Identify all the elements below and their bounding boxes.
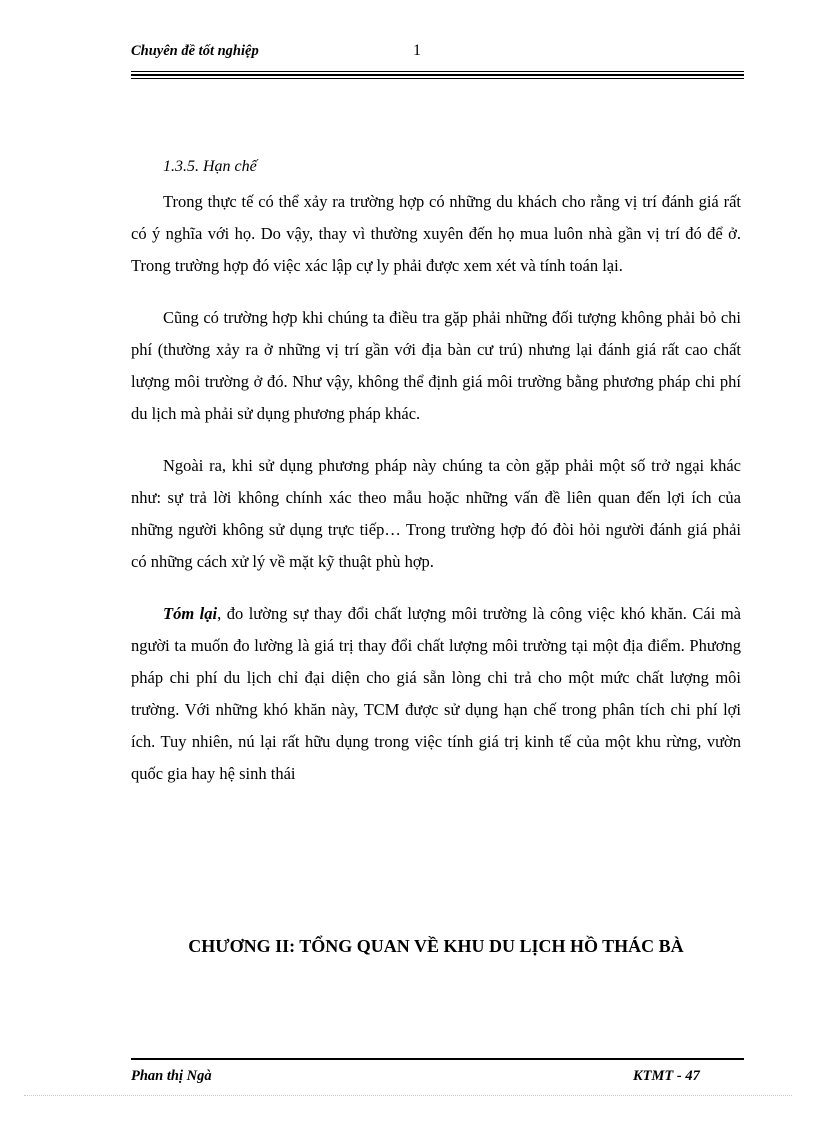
chapter-title: CHƯƠNG II: TỔNG QUAN VỀ KHU DU LỊCH HỒ THÁC BÀ bbox=[188, 936, 684, 956]
section-heading: 1.3.5. Hạn chế bbox=[163, 158, 257, 175]
paragraph: Cũng có trường hợp khi chúng ta điều tra gặp phải những đối tượng không phải bỏ chi phí (thường xảy ra ở những vị trí gần với địa bàn cư trú) nhưng lại đánh giá rất cao chất lượng môi trường ở đó. Như vậy, không thể định giá môi trường bằng phương pháp chi phí du lịch mà phải sử dụng phương pháp khác. bbox=[131, 308, 741, 423]
header-title: Chuyên đề tốt nghiệp bbox=[131, 43, 259, 59]
conclusion-text: , đo lường sự thay đổi chất lượng môi trường là công việc khó khăn. Cái mà người ta muốn đo lường là giá trị thay đổi chất lượng môi trường tại một địa điểm. Phương pháp chi phí du lịch chỉ đại diện cho giá sẵn lòng chi trả cho một mức chất lượng môi trường. Với những khó khăn này, TCM được sử dụng hạn chế trong phân tích chi phí lợi ích. Tuy nhiên, nú lại rất hữu dụng trong việc tính giá trị kinh tế của một khu rừng, vườn quốc gia hay hệ sinh thái bbox=[131, 604, 741, 783]
conclusion-paragraph bbox=[131, 598, 741, 790]
paragraph: Ngoài ra, khi sử dụng phương pháp này chúng ta còn gặp phải một số trở ngại khác như: sự trả lời không chính xác theo mẫu hoặc những vấn đề liên quan đến lợi ích của những người không sử dụng trực tiếp… Trong trường hợp đó đòi hỏi người đánh giá phải có những cách xử lý về mặt kỹ thuật phù hợp. bbox=[131, 456, 741, 571]
page-number: 1 bbox=[413, 42, 421, 59]
footer-class-code: KTMT - 47 bbox=[633, 1068, 700, 1084]
section-body bbox=[131, 186, 741, 810]
footer-rule bbox=[131, 1058, 744, 1060]
page-edge bbox=[24, 1095, 792, 1096]
header-rule bbox=[131, 71, 744, 79]
conclusion-lead: Tóm lại bbox=[163, 604, 218, 623]
footer-author: Phan thị Ngà bbox=[131, 1068, 212, 1084]
paragraph: Trong thực tế có thể xảy ra trường hợp có những du khách cho rằng vị trí đánh giá rất có ý nghĩa với họ. Do vậy, thay vì thường xuyên đến họ mua luôn nhà gần vị trí đó để ở. Trong trường hợp đó việc xác lập cự ly phải được xem xét và tính toán lại. bbox=[131, 192, 741, 275]
